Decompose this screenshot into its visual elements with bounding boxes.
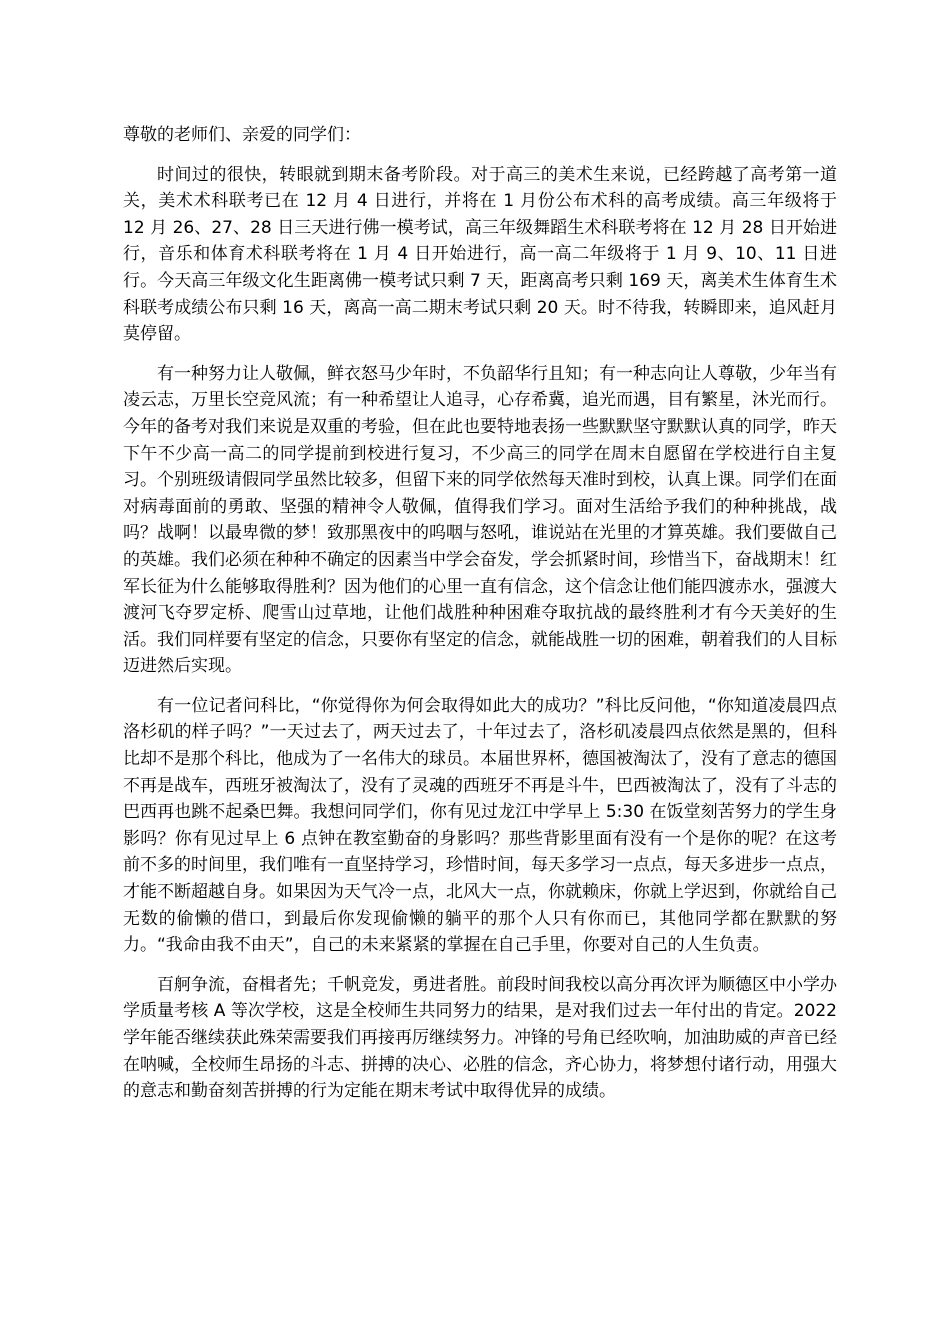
paragraph-kobe-story: 有一位记者问科比，“你觉得你为何会取得如此大的成功？”科比反问他，“你知道凌晨四点洛杉矶的样子吗？”一天过去了，两天过去了，十年过去了，洛杉矶凌晨四点依然是黑的，但科比却不是那个科比，他成为了一名伟大的球员。本届世界杯，德国被淘汰了，没有了意志的德国不再是战车，西班牙被淘汰了，没有了灵魂的西班牙不再是斗牛，巴西被淘汰了，没有了斗志的巴西再也跳不起桑巴舞。我想问同学们，你有见过龙江中学早上 5:30 在饭堂刻苦努力的学生身影吗？你有见过早上 6 点钟在教室勤奋的身影吗？那些背影里面有没有一个是你的呢？在这考前不多的时间里，我们唯有一直坚持学习，珍惜时间，每天多学习一点点，每天多进步一点点，才能不断超越自身。如果因为天气冷一点，北风大一点，你就赖床，你就上学迟到，你就给自己无数的偷懒的借口，到最后你发现偷懒的躺平的那个人只有你而已，其他同学都在默默的努力。“我命由我不由天”，自己的未来紧紧的掌握在自己手里，你要对自己的人生负责。 [123,695,837,956]
paragraph-perseverance: 有一种努力让人敬佩，鲜衣怒马少年时，不负韶华行且知；有一种志向让人尊敬，少年当有凌云志，万里长空竞风流；有一种希望让人追寻，心存希冀，追光而遇，目有繁星，沐光而行。今年的备考对我们来说是双重的考验，但在此也要特地表扬一些默默坚守默默认真的同学，昨天下午不少高一高二的同学提前到校进行复习，不少高三的同学在周末自愿留在学校进行自主复习。个别班级请假同学虽然比较多，但留下来的同学依然每天准时到校，认真上课。同学们在面对病毒面前的勇敢、坚强的精神令人敬佩，值得我们学习。面对生活给予我们的种种挑战，战吗？战啊！以最卑微的梦！致那黑夜中的呜咽与怒吼，谁说站在光里的才算英雄。我们要做自己的英雄。我们必须在种种不确定的因素当中学会奋发，学会抓紧时间，珍惜当下，奋战期末！红军长征为什么能够取得胜利？因为他们的心里一直有信念，这个信念让他们能四渡赤水，强渡大渡河飞夺罗定桥、爬雪山过草地，让他们战胜种种困难夺取抗战的最终胜利才有今天美好的生活。我们同样要有坚定的信念，只要你有坚定的信念，就能战胜一切的困难，朝着我们的人目标迈进然后实现。 [123,363,837,677]
paragraph-exam-schedule: 时间过的很快，转眼就到期末备考阶段。对于高三的美术生来说，已经跨越了高考第一道关，美术术科联考已在 12 月 4 日进行，并将在 1 月份公布术科的高考成绩。高三年级将于 12 月 26、27、28 日三天进行佛一模考试，高三年级舞蹈生术科联考将在 12 月 28 日开始进行，音乐和体育术科联考将在 1 月 4 日开始进行，高一高二年级将于 1 月 9、10、11 日进行。今天高三年级文化生距离佛一模考试只剩 7 天，距离高考只剩 169 天，离美术生体育生术科联考成绩公布只剩 16 天，离高一高二期末考试只剩 20 天。时不待我，转瞬即来，追风赶月莫停留。 [123,164,837,345]
paragraph-conclusion: 百舸争流，奋楫者先；千帆竞发，勇进者胜。前段时间我校以高分再次评为顺德区中小学办学质量考核 A 等次学校，这是全校师生共同努力的结果，是对我们过去一年付出的肯定。2022 学年能否继续获此殊荣需要我们再接再厉继续努力。冲锋的号角已经吹响，加油助威的声音已经在呐喊，全校师生昂扬的斗志、拼搏的决心、必胜的信念，齐心协力，将梦想付诸行动，用强大的意志和勤奋刻苦拼搏的行为定能在期末考试中取得优异的成绩。 [123,974,837,1102]
salutation: 尊敬的老师们、亲爱的同学们： [123,125,361,145]
document-body [123,122,837,1118]
